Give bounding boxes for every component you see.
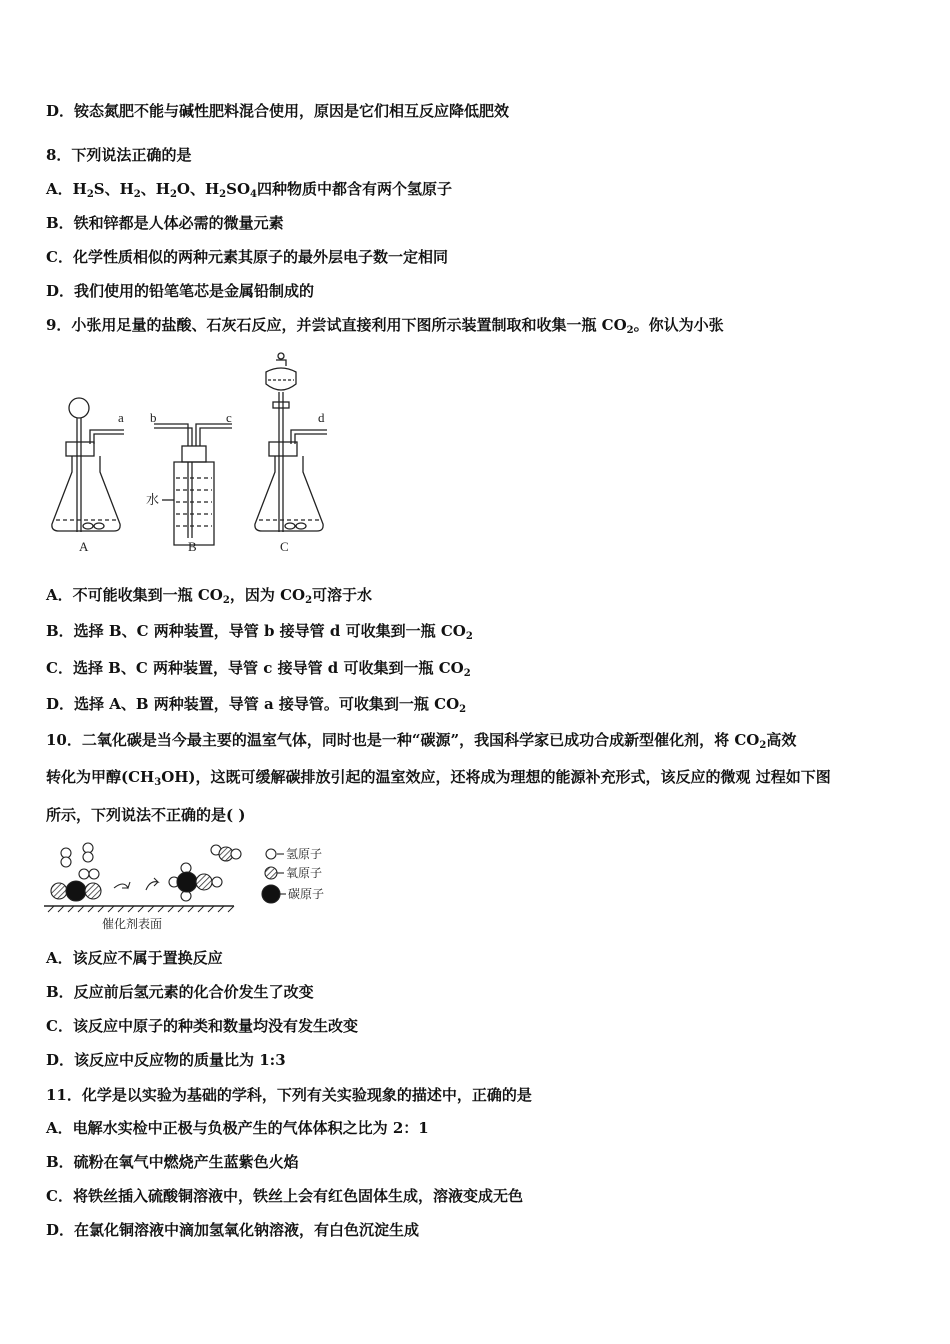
label-a: a bbox=[118, 410, 124, 425]
q8-option-c: C．化学性质相似的两种元素其原子的最外层电子数一定相同 bbox=[46, 248, 448, 266]
label-water: 水 bbox=[146, 492, 160, 507]
q11-stem: 11．化学是以实验为基础的学科，下列有关实验现象的描述中，正确的是 bbox=[46, 1086, 532, 1104]
q9-option-a: A．不可能收集到一瓶 $CO_2$，因为 $CO_2$可溶于水 bbox=[46, 586, 373, 606]
q10-option-b: B．反应前后氢元素的化合价发生了改变 bbox=[46, 983, 314, 1001]
q10-option-a: A．该反应不属于置换反应 bbox=[46, 949, 223, 967]
q10-stem-line2: 转化为甲醇$(CH_3OH)$，这既可缓解碳排放引起的温室效应，还将成为理想的能源补充形式，该反应的微观 过程如下图 bbox=[46, 768, 831, 788]
q9-option-c: C．选择 B、C 两种装置，导管 c 接导管 d 可收集到一瓶 $CO_2$ bbox=[46, 659, 471, 679]
q7-option-d: D．铵态氮肥不能与碱性肥料混合使用，原因是它们相互反应降低肥效 bbox=[46, 102, 510, 120]
q8-stem: 8．下列说法正确的是 bbox=[46, 146, 192, 164]
q11-option-a: A．电解水实检中正极与负极产生的气体体积之比为 2：1 bbox=[46, 1119, 429, 1137]
label-b: b bbox=[150, 410, 157, 425]
q8-option-a: A．$H_2S$、$H_2$、$H_2O$、$H_2SO_4$四种物质中都含有两个氢原子 bbox=[46, 180, 453, 200]
q11-option-b: B．硫粉在氧气中燃烧产生蓝紫色火焰 bbox=[46, 1153, 299, 1171]
caption-a: A bbox=[79, 539, 89, 554]
q10-option-c: C．该反应中原子的种类和数量均没有发生改变 bbox=[46, 1017, 358, 1035]
q9-apparatus-figure bbox=[44, 350, 344, 560]
q11-option-d: D．在氯化铜溶液中滴加氢氧化钠溶液，有白色沉淀生成 bbox=[46, 1221, 420, 1239]
bottle-b bbox=[154, 424, 232, 545]
q10-stem-line1: 10．二氧化碳是当今最主要的温室气体，同时也是一种“碳源”，我国科学家已成功合成新型催化剂，将 $CO_2$高效 bbox=[46, 731, 797, 751]
q9-option-d: D．选择 A、B 两种装置，导管 a 接导管。可收集到一瓶 $CO_2$ bbox=[46, 695, 467, 715]
catalyst-surface-label: 催化剂表面 bbox=[102, 917, 163, 931]
caption-c: C bbox=[280, 539, 289, 554]
flask-a bbox=[52, 398, 124, 532]
flask-c bbox=[255, 353, 327, 532]
legend-carbon: 碳原子 bbox=[288, 887, 325, 901]
caption-b: B bbox=[188, 539, 197, 554]
label-d: d bbox=[318, 410, 325, 425]
q10-option-d: D．该反应中反应物的质量比为 1:3 bbox=[46, 1051, 286, 1069]
label-c: c bbox=[226, 410, 232, 425]
legend-hydrogen: 氢原子 bbox=[286, 847, 323, 861]
legend-oxygen: 氧原子 bbox=[286, 866, 323, 880]
q11-option-c: C．将铁丝插入硫酸铜溶液中，铁丝上会有红色固体生成，溶液变成无色 bbox=[46, 1187, 523, 1205]
q8-option-b: B．铁和锌都是人体必需的微量元素 bbox=[46, 214, 284, 232]
q9-stem: 9．小张用足量的盐酸、石灰石反应，并尝试直接利用下图所示装置制取和收集一瓶 $CO_2$。你认为小张 bbox=[46, 316, 724, 336]
q10-stem-line3: 所示，下列说法不正确的是( ) bbox=[46, 806, 246, 824]
q10-reaction-figure bbox=[44, 838, 344, 938]
q8-option-d: D．我们使用的铅笔笔芯是金属铅制成的 bbox=[46, 282, 315, 300]
q9-option-b: B．选择 B、C 两种装置，导管 b 接导管 d 可收集到一瓶 $CO_2$ bbox=[46, 622, 473, 642]
